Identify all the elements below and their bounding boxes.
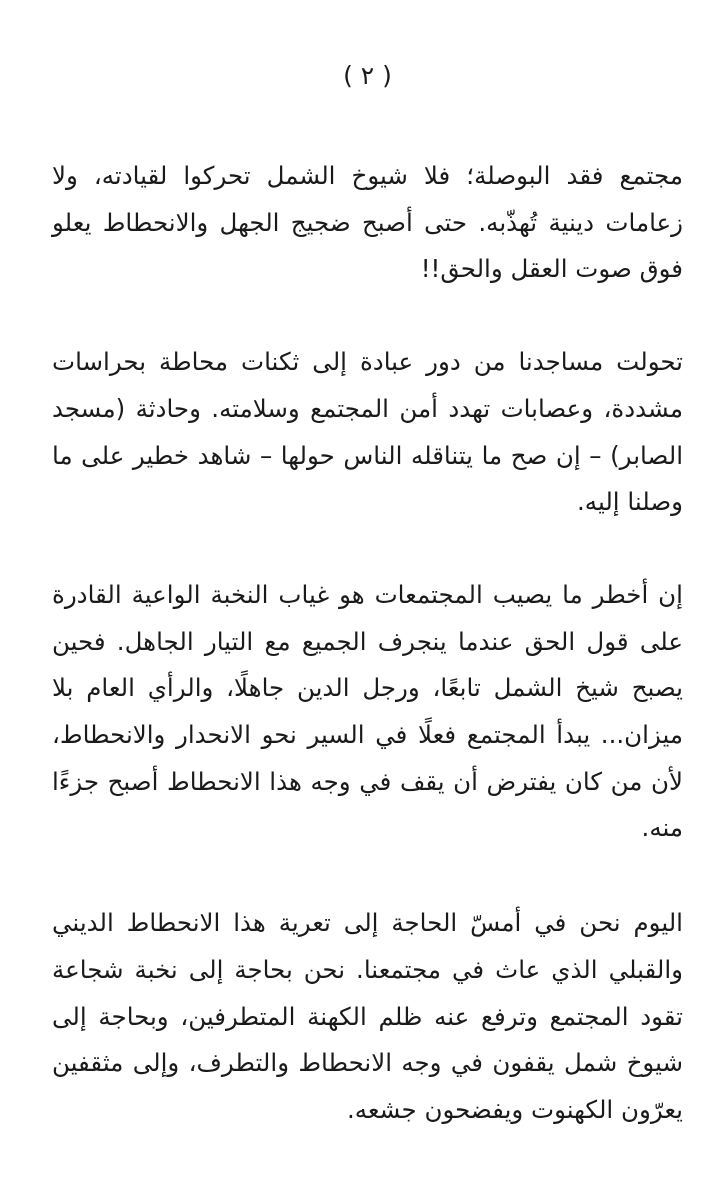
paragraph-4: اليوم نحن في أمسّ الحاجة إلى تعرية هذا الانحطاط الديني والقبلي الذي عاث في مجتمعنا. نحن بحاجة إلى نخبة شجاعة تقود المجتمع وترفع عنه ظلم الكهنة المتطرفين، وبحاجة إلى شيوخ شمل يقفون في وجه الانحطاط والتطرف، وإلى مثقفين يعرّون الكهنوت ويفضحون جشعه.: [52, 908, 683, 1124]
paragraph-3: إن أخطر ما يصيب المجتمعات هو غياب النخبة الواعية القادرة على قول الحق عندما ينجرف الجميع مع التيار الجاهل. فحين يصبح شيخ الشمل تابعًا، ورجل الدين جاهلًا، والرأي العام بلا ميزان... يبدأ المجتمع فعلًا في السير نحو الانحدار والانحطاط، لأن من كان يفترض أن يقف في وجه هذا الانحطاط أصبح جزءًا منه.: [52, 579, 683, 843]
paragraph-2: تحولت مساجدنا من دور عبادة إلى ثكنات محاطة بحراسات مشددة، وعصابات تهدد أمن المجتمع وسلامته. وحادثة (مسجد الصابر) – إن صح ما يتناقله الناس حولها – شاهد خطير على ما وصلنا إليه.: [52, 347, 683, 517]
paragraph-1: مجتمع فقد البوصلة؛ فلا شيوخ الشمل تحركوا لقيادته، ولا زعامات دينية تُهذّبه. حتى أصبح ضجيج الجهل والانحطاط يعلو فوق صوت العقل والحق!!: [52, 161, 683, 284]
page-number: ( ٢ ): [343, 61, 392, 90]
